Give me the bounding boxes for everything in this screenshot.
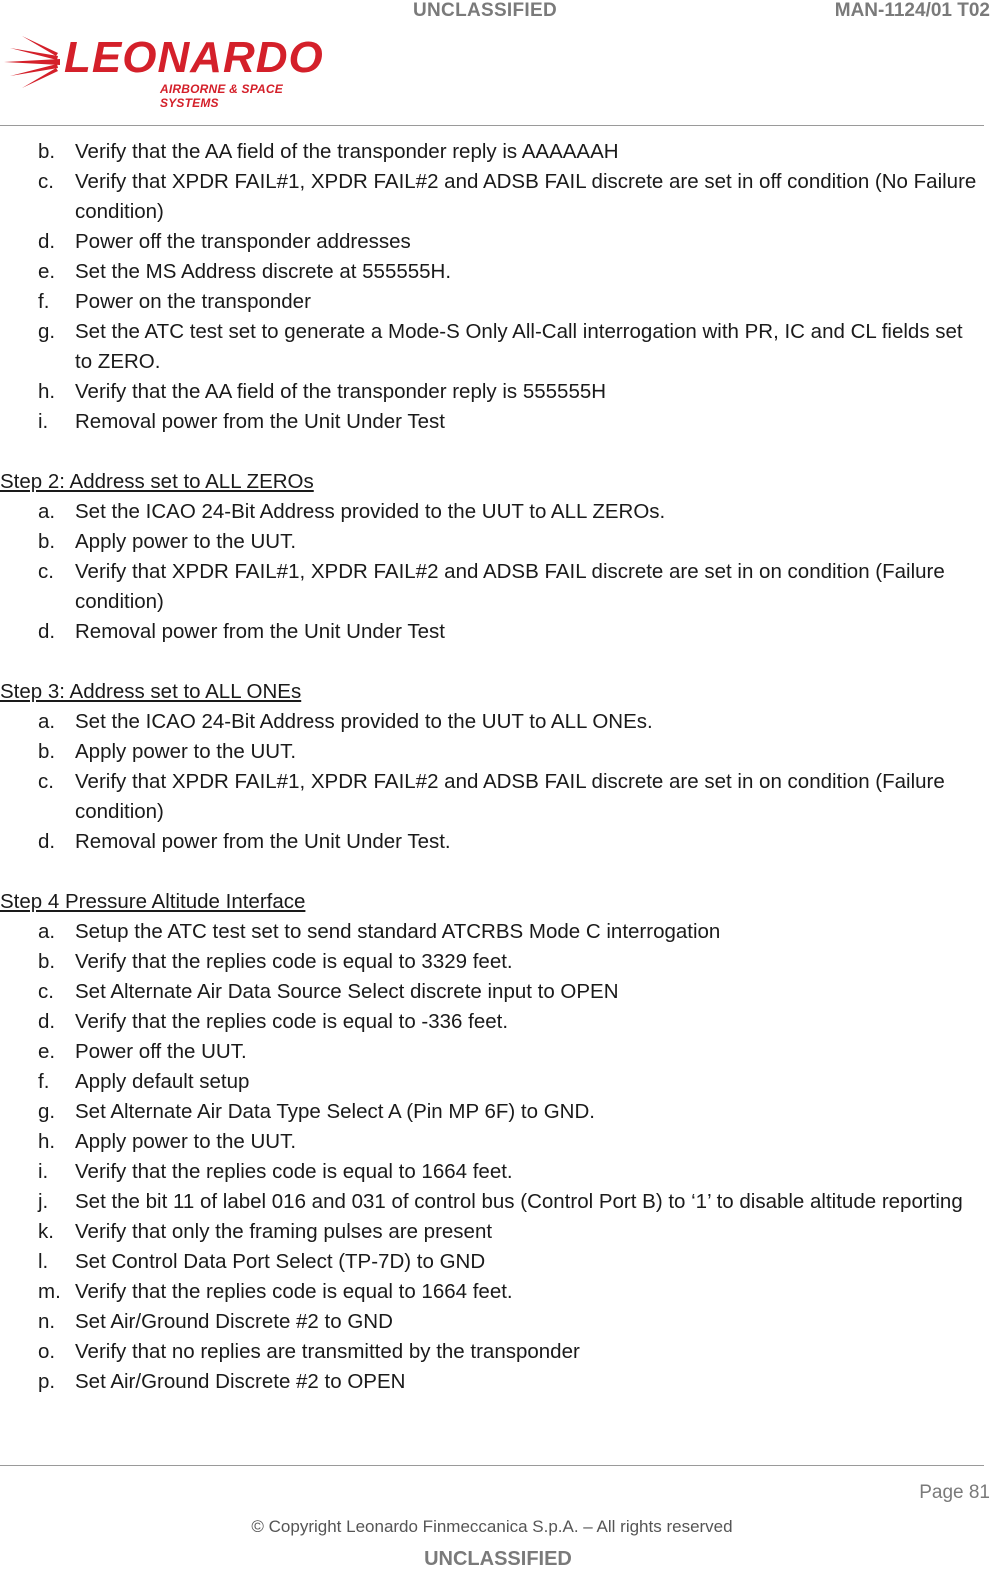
page-number: Page 81 bbox=[919, 1482, 990, 1503]
list-item-text: Verify that the AA field of the transponder reply is AAAAAAH bbox=[75, 140, 619, 163]
list-item-text: Verify that no replies are transmitted by the transponder bbox=[75, 1340, 580, 1363]
list-item bbox=[0, 1277, 984, 1307]
list-item bbox=[0, 917, 984, 947]
step-4-title: Step 4 Pressure Altitude Interface bbox=[0, 890, 306, 913]
copyright-notice: © Copyright Leonardo Finmeccanica S.p.A. – All rights reserved bbox=[251, 1517, 733, 1536]
list-item bbox=[0, 737, 984, 767]
list-item bbox=[0, 1307, 984, 1337]
list-item-label: m. bbox=[38, 1280, 61, 1303]
list-item-text: Removal power from the Unit Under Test bbox=[75, 620, 445, 643]
list-item bbox=[0, 1067, 984, 1097]
step-2-title: Step 2: Address set to ALL ZEROs bbox=[0, 470, 314, 493]
list-item-label: h. bbox=[38, 380, 56, 403]
header-classification: UNCLASSIFIED bbox=[413, 0, 557, 21]
list-item-label: d. bbox=[38, 830, 56, 853]
list-item-label: a. bbox=[38, 500, 56, 523]
list-item bbox=[0, 167, 984, 227]
list-item bbox=[0, 617, 984, 647]
list-item-label: k. bbox=[38, 1220, 54, 1243]
list-item-label: d. bbox=[38, 1010, 56, 1033]
list-item bbox=[0, 1367, 984, 1397]
list-item-text: Set Alternate Air Data Type Select A (Pin MP 6F) to GND. bbox=[75, 1100, 595, 1123]
step-3-title: Step 3: Address set to ALL ONEs bbox=[0, 680, 302, 703]
intro-item-list bbox=[0, 137, 984, 437]
list-item-text: Verify that the replies code is equal to -336 feet. bbox=[75, 1010, 509, 1033]
list-item-text: Set Control Data Port Select (TP-7D) to GND bbox=[75, 1250, 486, 1273]
list-item bbox=[0, 1247, 984, 1277]
list-item-text: Apply power to the UUT. bbox=[75, 1130, 297, 1153]
list-item-label: b. bbox=[38, 530, 56, 553]
list-item-text: Set the ATC test set to generate a Mode-S Only All-Call interrogation with PR, IC and CL fields set to ZERO. bbox=[75, 320, 963, 373]
list-item-text: Apply default setup bbox=[75, 1070, 250, 1093]
list-item-text: Power off the transponder addresses bbox=[75, 230, 411, 253]
list-item-label: c. bbox=[38, 770, 54, 793]
list-item-text: Apply power to the UUT. bbox=[75, 740, 297, 763]
list-item-label: e. bbox=[38, 260, 56, 283]
step-4-item-list bbox=[0, 917, 984, 1397]
list-item-text: Verify that XPDR FAIL#1, XPDR FAIL#2 and ADSB FAIL discrete are set in on condition (Failure condition) bbox=[75, 560, 945, 613]
list-item-text: Removal power from the Unit Under Test. bbox=[75, 830, 451, 853]
step-3-item-list bbox=[0, 707, 984, 857]
procedure-content bbox=[0, 137, 984, 1397]
footer-classification: UNCLASSIFIED bbox=[424, 1548, 572, 1570]
list-item-label: a. bbox=[38, 920, 56, 943]
list-item bbox=[0, 407, 984, 437]
list-item-label: f. bbox=[38, 290, 50, 313]
list-item-label: l. bbox=[38, 1250, 49, 1273]
list-item bbox=[0, 977, 984, 1007]
list-item bbox=[0, 287, 984, 317]
list-item-label: d. bbox=[38, 620, 56, 643]
list-item bbox=[0, 1007, 984, 1037]
list-item-text: Set Alternate Air Data Source Select discrete input to OPEN bbox=[75, 980, 619, 1003]
list-item-label: p. bbox=[38, 1370, 56, 1393]
list-item bbox=[0, 557, 984, 617]
list-item-text: Removal power from the Unit Under Test bbox=[75, 410, 445, 433]
list-item-text: Verify that only the framing pulses are present bbox=[75, 1220, 493, 1243]
list-item bbox=[0, 527, 984, 557]
list-item bbox=[0, 1097, 984, 1127]
list-item bbox=[0, 257, 984, 287]
list-item bbox=[0, 1157, 984, 1187]
list-item bbox=[0, 227, 984, 257]
list-item-label: b. bbox=[38, 950, 56, 973]
list-item bbox=[0, 317, 984, 377]
footer-divider bbox=[0, 1465, 984, 1466]
document-reference: MAN-1124/01 T02 bbox=[834, 0, 990, 21]
leonardo-arrow-icon bbox=[2, 32, 66, 92]
logo-wordmark: LEONARDO bbox=[64, 33, 324, 82]
list-item-label: i. bbox=[38, 1160, 49, 1183]
list-item-label: h. bbox=[38, 1130, 56, 1153]
list-item-label: c. bbox=[38, 560, 54, 583]
list-item-text: Setup the ATC test set to send standard ATCRBS Mode C interrogation bbox=[75, 920, 721, 943]
list-item-label: a. bbox=[38, 710, 56, 733]
list-item-label: o. bbox=[38, 1340, 56, 1363]
list-item-label: b. bbox=[38, 740, 56, 763]
list-item-text: Verify that XPDR FAIL#1, XPDR FAIL#2 and ADSB FAIL discrete are set in off condition (No Failure condition) bbox=[75, 170, 977, 223]
list-item-label: f. bbox=[38, 1070, 50, 1093]
list-item-label: b. bbox=[38, 140, 56, 163]
list-item-label: e. bbox=[38, 1040, 56, 1063]
list-item-text: Power off the UUT. bbox=[75, 1040, 247, 1063]
list-item-text: Power on the transponder bbox=[75, 290, 311, 313]
logo-subtitle: AIRBORNE & SPACE SYSTEMS bbox=[160, 82, 283, 110]
list-item-text: Apply power to the UUT. bbox=[75, 530, 297, 553]
list-item-text: Set the ICAO 24-Bit Address provided to the UUT to ALL ONEs. bbox=[75, 710, 653, 733]
list-item-label: i. bbox=[38, 410, 49, 433]
list-item-text: Set the MS Address discrete at 555555H. bbox=[75, 260, 452, 283]
list-item-text: Set the ICAO 24-Bit Address provided to the UUT to ALL ZEROs. bbox=[75, 500, 666, 523]
list-item-text: Verify that the replies code is equal to 1664 feet. bbox=[75, 1160, 513, 1183]
list-item bbox=[0, 1187, 984, 1217]
step-2-item-list bbox=[0, 497, 984, 647]
list-item-text: Verify that the replies code is equal to 1664 feet. bbox=[75, 1280, 513, 1303]
list-item-text: Set Air/Ground Discrete #2 to GND bbox=[75, 1310, 393, 1333]
list-item-label: g. bbox=[38, 1100, 56, 1123]
list-item-label: j. bbox=[38, 1190, 49, 1213]
list-item-label: c. bbox=[38, 980, 54, 1003]
list-item bbox=[0, 137, 984, 167]
list-item bbox=[0, 947, 984, 977]
list-item-label: c. bbox=[38, 170, 54, 193]
list-item bbox=[0, 827, 984, 857]
list-item bbox=[0, 767, 984, 827]
list-item-text: Set Air/Ground Discrete #2 to OPEN bbox=[75, 1370, 406, 1393]
list-item-label: n. bbox=[38, 1310, 56, 1333]
list-item-text: Verify that the AA field of the transponder reply is 555555H bbox=[75, 380, 607, 403]
list-item bbox=[0, 497, 984, 527]
header-divider bbox=[0, 125, 984, 126]
list-item bbox=[0, 1337, 984, 1367]
list-item bbox=[0, 1127, 984, 1157]
list-item-label: g. bbox=[38, 320, 56, 343]
list-item-label: d. bbox=[38, 230, 56, 253]
list-item bbox=[0, 1217, 984, 1247]
list-item-text: Set the bit 11 of label 016 and 031 of control bus (Control Port B) to ‘1’ to disable altitude reporting bbox=[75, 1190, 963, 1213]
leonardo-logo bbox=[2, 32, 332, 110]
list-item bbox=[0, 1037, 984, 1067]
list-item bbox=[0, 707, 984, 737]
list-item-text: Verify that XPDR FAIL#1, XPDR FAIL#2 and ADSB FAIL discrete are set in on condition (Failure condition) bbox=[75, 770, 945, 823]
list-item-text: Verify that the replies code is equal to 3329 feet. bbox=[75, 950, 513, 973]
list-item bbox=[0, 377, 984, 407]
